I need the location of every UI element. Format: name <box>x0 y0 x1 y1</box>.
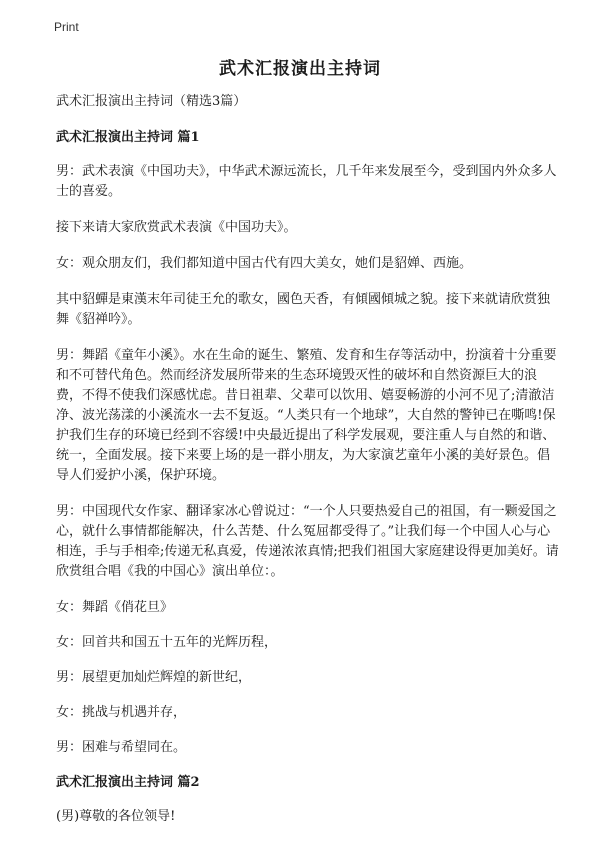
paragraph: 其中貂蟬是東漢末年司徒王允的歌女，國色天香，有傾國傾城之貌。接下来就请欣赏独舞《貂禅吟》。 <box>56 292 551 327</box>
document-title: 武术汇报演出主持词 <box>219 59 381 79</box>
document-subtitle: 武术汇报演出主持词（精选3篇） <box>56 94 247 109</box>
paragraph: 男：困难与希望同在。 <box>56 740 187 755</box>
paragraph: 女：挑战与机遇并存， <box>56 705 187 720</box>
paragraph: 女：舞蹈《俏花旦》 <box>56 600 174 615</box>
document-body <box>56 92 561 843</box>
paragraph: 男：武术表演《中国功夫》，中华武术源远流长，几千年来发展至今，受到国内外众多人士的喜爱。 <box>56 164 557 199</box>
print-label: Print <box>54 20 79 34</box>
paragraph: 男：中国现代女作家、翻译家冰心曾说过：“一个人只要热爱自己的祖国，有一颗爱国之心，就什么事情都能解决，什么苦楚、什么冤屈都受得了。”让我们每一个中国人心与心相连，手与手相牵;传递无私真爱，传递浓浓真情;把我们祖国大家庭建设得更加美好。请欣赏组合唱《我的中国心》演出单位：。 <box>56 504 559 579</box>
paragraph: 女：观众朋友们，我们都知道中国古代有四大美女，她们是貂婵、西施。 <box>56 256 473 271</box>
paragraph: 女：回首共和国五十五年的光辉历程， <box>56 635 278 650</box>
paragraph: 男：舞蹈《童年小溪》。水在生命的诞生、繁殖、发育和生存等活动中，扮演着十分重要和不可替代角色。然而经济发展所带来的生态环境毁灭性的破坏和自然资源巨大的浪费，不得不使我们深感忧虑。昔日祖辈、父辈可以饮用、嬉耍畅游的小河不见了;清澈洁净、波光荡漾的小溪流水一去不复返。“人类只有一个地球”，大自然的警钟已在嘶鸣!保护我们生存的环境已经到不容缓!中央最近提出了科学发展观，要注重人与自然的和谐、统一，全面发展。接下来要上场的是一群小朋友，为大家演艺童年小溪的美好景色。倡导人们爱护小溪，保护环境。 <box>56 348 557 483</box>
section-heading-1: 武术汇报演出主持词 篇1 <box>56 130 200 145</box>
paragraph: 接下来请大家欣赏武术表演《中国功夫》。 <box>56 220 297 235</box>
paragraph: (男)尊敬的各位领导! <box>56 809 176 824</box>
paragraph: 男：展望更加灿烂辉煌的新世纪， <box>56 670 252 685</box>
section-heading-2: 武术汇报演出主持词 篇2 <box>56 775 200 790</box>
